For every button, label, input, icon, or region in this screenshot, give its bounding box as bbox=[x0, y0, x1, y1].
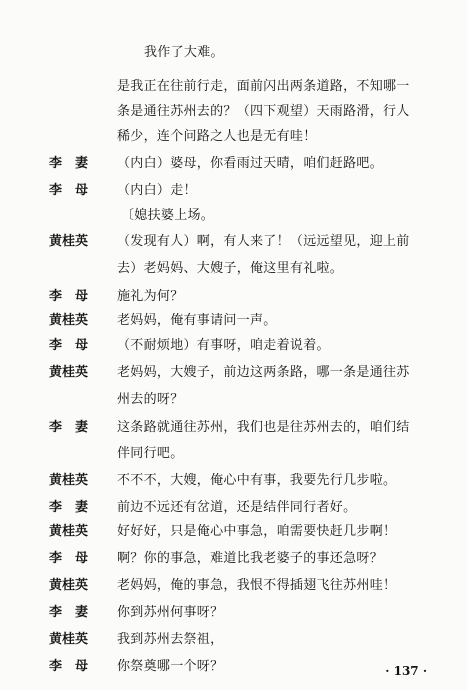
speaker-label: 李 妻 bbox=[49, 156, 89, 171]
page-number: · 137 · bbox=[385, 664, 427, 678]
speaker-label: 李 母 bbox=[49, 338, 89, 353]
text-line: 我作了大难。 bbox=[144, 45, 224, 60]
dialogue-line: 你到苏州何事呀？ bbox=[117, 605, 224, 620]
speaker-label: 李 妻 bbox=[49, 500, 89, 515]
dialogue-line: （内白）走！ bbox=[117, 183, 197, 198]
text-line: 稀少，连个问路之人也是无有哇！ bbox=[117, 129, 317, 144]
speaker-label: 李 妻 bbox=[49, 605, 89, 620]
dialogue-line: 我到苏州去祭祖， bbox=[117, 632, 224, 647]
speaker-label: 黄桂英 bbox=[49, 632, 89, 647]
dialogue-line: 施礼为何？ bbox=[117, 289, 184, 304]
speaker-label: 李 母 bbox=[49, 289, 89, 304]
dialogue-line: 老妈妈，俺的事急，我恨不得插翅飞往苏州哇！ bbox=[117, 578, 397, 593]
dialogue-line: 老妈妈，大嫂子，前边这两条路，哪一条是通往苏 bbox=[117, 365, 410, 380]
text-line: 伴同行吧。 bbox=[117, 446, 184, 461]
text-line: 去）老妈妈、大嫂子，俺这里有礼啦。 bbox=[117, 261, 344, 276]
text-line: 〔媳扶婆上场。 bbox=[121, 208, 215, 223]
speaker-label: 黄桂英 bbox=[49, 234, 89, 249]
dialogue-line: 好好好，只是俺心中事急，咱需要快赶几步啊！ bbox=[117, 524, 397, 539]
dialogue-line: （内白）婆母，你看雨过天晴，咱们赶路吧。 bbox=[117, 156, 384, 171]
speaker-label: 黄桂英 bbox=[49, 473, 89, 488]
speaker-label: 黄桂英 bbox=[49, 313, 89, 328]
speaker-label: 李 母 bbox=[49, 551, 89, 566]
dialogue-line: 不不不，大嫂，俺心中有事，我要先行几步啦。 bbox=[117, 473, 397, 488]
speaker-label: 李 妻 bbox=[49, 420, 89, 435]
speaker-label: 李 母 bbox=[49, 659, 89, 674]
text-line: 是我正在往前行走，面前闪出两条道路，不知哪一 bbox=[117, 79, 410, 94]
dialogue-line: （不耐烦地）有事呀，咱走着说着。 bbox=[117, 338, 330, 353]
dialogue-line: 前边不远还有岔道，还是结伴同行者好。 bbox=[117, 500, 357, 515]
dialogue-line: 啊？你的事急，难道比我老婆子的事还急呀？ bbox=[117, 551, 384, 566]
dialogue-line: 老妈妈，俺有事请问一声。 bbox=[117, 313, 277, 328]
dialogue-line: （发现有人）啊，有人来了！（远远望见，迎上前 bbox=[117, 234, 410, 249]
text-line: 条是通往苏州去的？（四下观望）天雨路滑，行人 bbox=[117, 104, 410, 119]
text-line: 州去的呀？ bbox=[117, 392, 184, 407]
speaker-label: 黄桂英 bbox=[49, 578, 89, 593]
speaker-label: 黄桂英 bbox=[49, 524, 89, 539]
speaker-label: 黄桂英 bbox=[49, 365, 89, 380]
dialogue-line: 你祭奠哪一个呀？ bbox=[117, 659, 224, 674]
dialogue-line: 这条路就通往苏州，我们也是往苏州去的，咱们结 bbox=[117, 420, 410, 435]
speaker-label: 李 母 bbox=[49, 183, 89, 198]
